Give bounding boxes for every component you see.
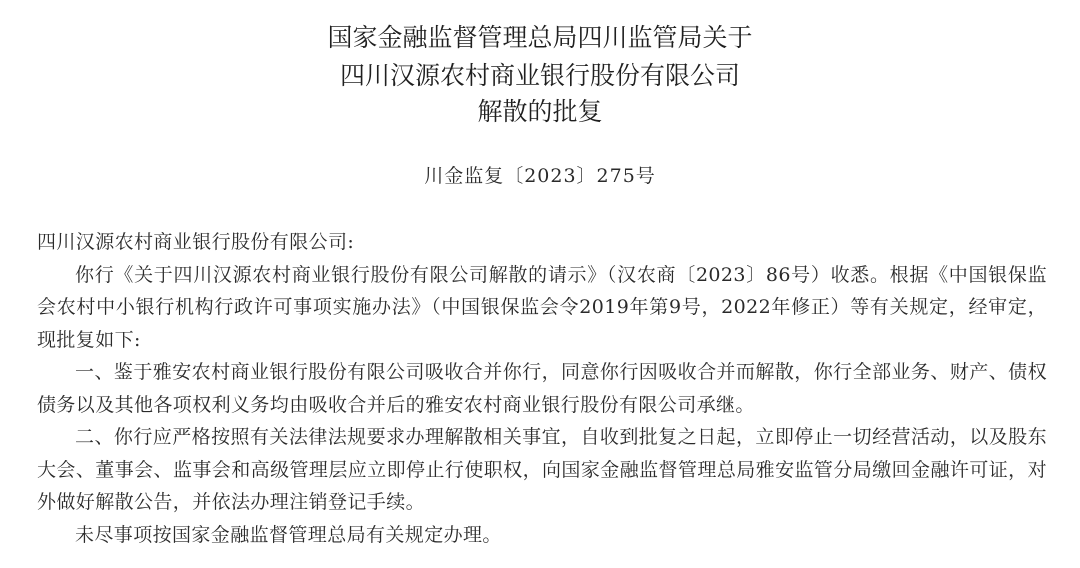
paragraph-item-2: 二、你行应严格按照有关法律法规要求办理解散相关事宜，自收到批复之日起，立即停止一切经营活动，以及股东大会、董事会、监事会和高级管理层应立即停止行使职权，向国家金融监督管理总局雅安监管分局缴回金融许可证，对外做好解散公告，并依法办理注销登记手续。 [37, 426, 1047, 513]
addressee: 四川汉源农村商业银行股份有限公司: [37, 231, 355, 253]
document-title-line-1: 国家金融监督管理总局四川监管局关于 [327, 23, 753, 52]
document-title-line-3: 解散的批复 [477, 97, 603, 126]
paragraph-intro: 你行《关于四川汉源农村商业银行股份有限公司解散的请示》（汉农商〔2023〕86号）收悉。根据《中国银保监会农村中小银行机构行政许可事项实施办法》（中国银保监会令2019年第9号，2022年修正）等有关规定，经审定，现批复如下: [37, 263, 1047, 351]
paragraph-item-1: 一、鉴于雅安农村商业银行股份有限公司吸收合并你行，同意你行因吸收合并而解散，你行全部业务、财产、债权债务以及其他各项权利义务均由吸收合并后的雅安农村商业银行股份有限公司承继。 [37, 361, 1047, 416]
document-title-line-2: 四川汉源农村商业银行股份有限公司 [339, 61, 740, 90]
document-body [37, 226, 1047, 551]
paragraph-closing: 未尽事项按国家金融监督管理总局有关规定办理。 [75, 523, 502, 546]
document-number: 川金监复〔2023〕275号 [424, 165, 656, 187]
